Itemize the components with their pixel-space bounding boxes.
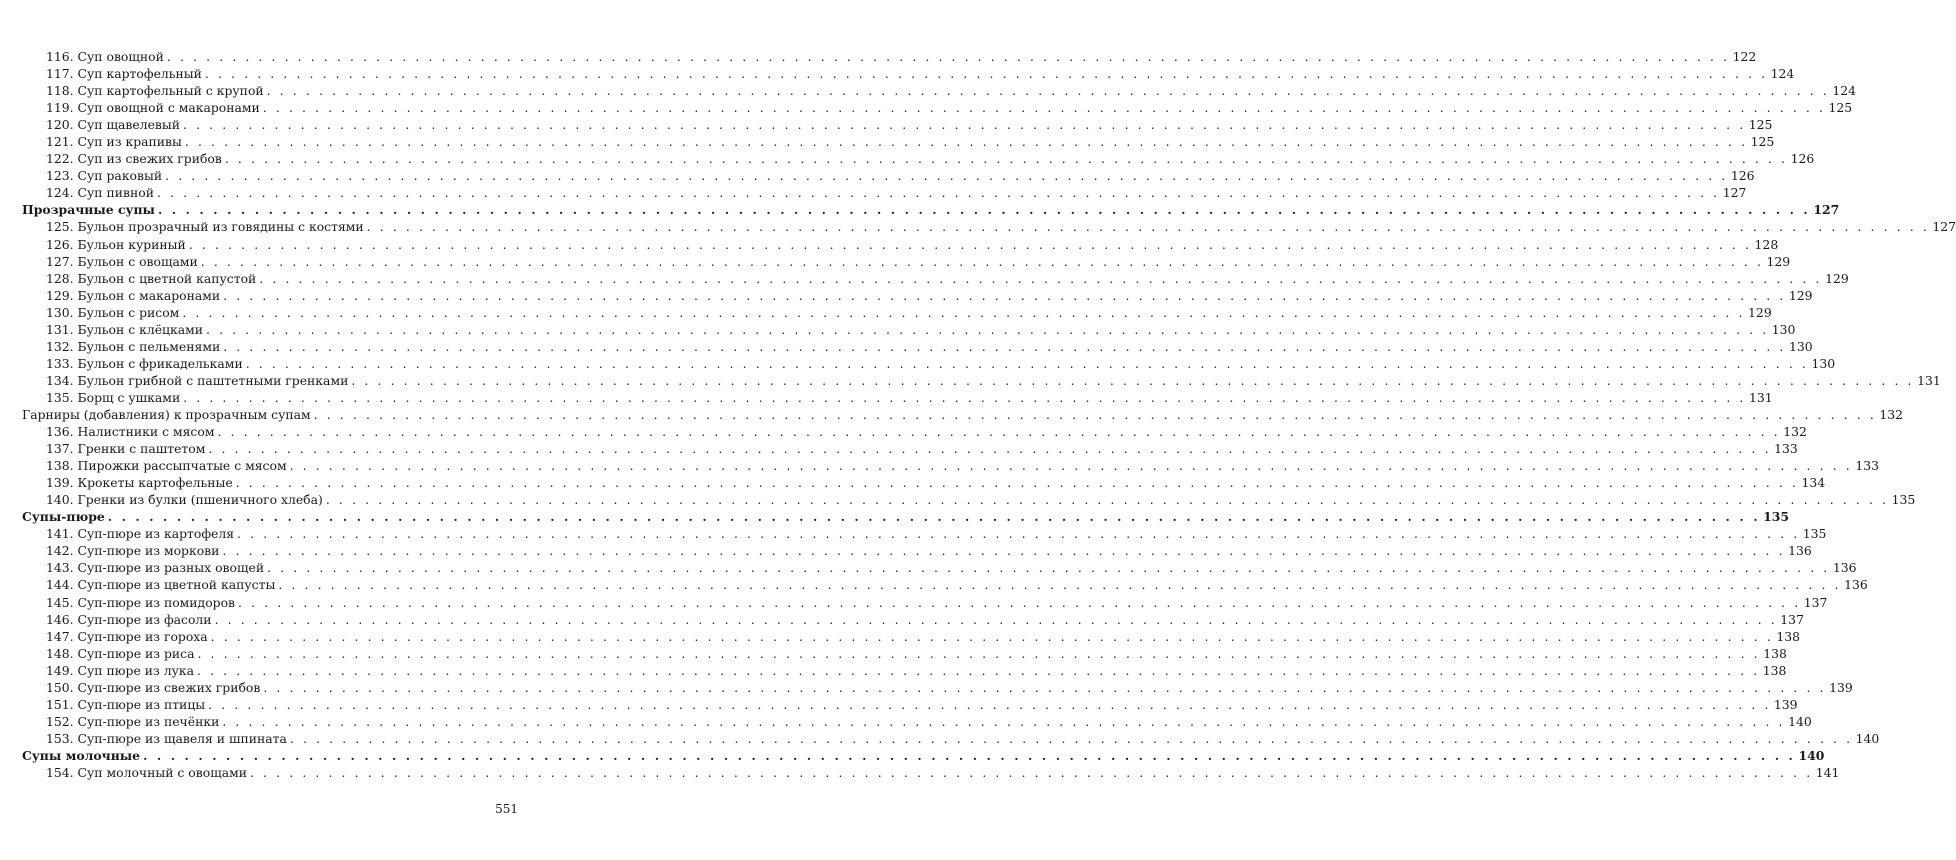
toc-entry-title: 139. Крокеты картофельные — [46, 475, 233, 491]
toc-entry-title: 132. Бульон с пельменями — [46, 338, 221, 354]
dot-leader: . . . . . . . . . . . . . . . . . . . . . . . . . . . . . . . . . . . . . . . . . . . . . . . . . . . . . . . . . . . . . . . . . . . . . . . . . . . . . . . . . . . . . . . . . . . . . . . . . . . . . . . . . . . . . . . . . . . . . . . . — [235, 475, 1799, 491]
toc-entry-page: 126 — [1790, 151, 1815, 167]
dot-leader: . . . . . . . . . . . . . . . . . . . . . . . . . . . . . . . . . . . . . . . . . . . . . . . . . . . . . . . . . . . . . . . . . . . . . . . . . . . . . . . . . . . . . . . . . . . . . . . . . . . . . . . . . . . . . . . . . . . . . . . . — [267, 560, 1830, 576]
toc-entry — [22, 457, 1879, 474]
dot-leader: . . . . . . . . . . . . . . . . . . . . . . . . . . . . . . . . . . . . . . . . . . . . . . . . . . . . . . . . . . . . . . . . . . . . . . . . . . . . . . . . . . . . . . . . . . . . . . . . . . . . . . . . . . . . . . . . . . . . . . . . — [217, 424, 1781, 440]
dot-leader: . . . . . . . . . . . . . . . . . . . . . . . . . . . . . . . . . . . . . . . . . . . . . . . . . . . . . . . . . . . . . . . . . . . . . . . . . . . . . . . . . . . . . . . . . . . . . . . . . . . . . . . . . . . . . . . . . . . . . . . . — [289, 730, 1853, 746]
toc-entry-title: Супы-пюре — [22, 509, 105, 525]
toc-entry-title: 147. Суп-пюре из гороха — [46, 628, 208, 644]
dot-leader: . . . . . . . . . . . . . . . . . . . . . . . . . . . . . . . . . . . . . . . . . . . . . . . . . . . . . . . . . . . . . . . . . . . . . . . . . . . . . . . . . . . . . . . . . . . . . . . . . . . . . . . . . . . . . . . . . . . . . . . . — [210, 628, 1774, 644]
dot-leader: . . . . . . . . . . . . . . . . . . . . . . . . . . . . . . . . . . . . . . . . . . . . . . . . . . . . . . . . . . . . . . . . . . . . . . . . . . . . . . . . . . . . . . . . . . . . . . . . . . . . . . . . . . . . . . . . . . . . . . . . — [313, 406, 1877, 422]
toc-entry — [22, 576, 1868, 593]
toc-entry-title: Гарниры (добавления) к прозрачным супам — [22, 406, 311, 422]
table-of-contents — [22, 48, 1956, 781]
toc-entry-title: 117. Суп картофельный — [46, 66, 202, 82]
toc-entry-title: 129. Бульон с макаронами — [46, 287, 221, 303]
toc-entry-title: 127. Бульон с овощами — [46, 253, 198, 269]
toc-entry-title: 118. Суп картофельный с крупой — [46, 83, 264, 99]
toc-entry-title: Супы молочные — [22, 747, 141, 763]
dot-leader: . . . . . . . . . . . . . . . . . . . . . . . . . . . . . . . . . . . . . . . . . . . . . . . . . . . . . . . . . . . . . . . . . . . . . . . . . . . . . . . . . . . . . . . . . . . . . . . . . . . . . . . . . . . . . . . . . . . . . . . . — [166, 49, 1730, 64]
toc-entry-page: 135 — [1802, 526, 1827, 542]
toc-entry — [22, 645, 1787, 662]
toc-entry-page: 124 — [1770, 66, 1795, 82]
toc-entry-title: 128. Бульон с цветной капустой — [46, 270, 257, 286]
toc-entry-page: 131 — [1917, 372, 1941, 388]
toc-entry — [22, 611, 1804, 628]
toc-entry-title: 148. Суп-пюре из риса — [46, 645, 195, 661]
toc-entry-page: 136 — [1832, 560, 1857, 576]
toc-entry-page: 132 — [1783, 424, 1807, 440]
toc-entry-page: 139 — [1773, 696, 1798, 712]
dot-leader: . . . . . . . . . . . . . . . . . . . . . . . . . . . . . . . . . . . . . . . . . . . . . . . . . . . . . . . . . . . . . . . . . . . . . . . . . . . . . . . . . . . . . . . . . . . . . . . . . . . . . . . . . . . . . . . . . . . . . . . . — [245, 355, 1809, 371]
toc-entry — [22, 559, 1857, 576]
dot-leader: . . . . . . . . . . . . . . . . . . . . . . . . . . . . . . . . . . . . . . . . . . . . . . . . . . . . . . . . . . . . . . . . . . . . . . . . . . . . . . . . . . . . . . . . . . . . . . . . . . . . . . . . . . . . . . . . . . . . . . . . — [262, 100, 1826, 116]
toc-entry-title: Прозрачные супы — [22, 202, 155, 218]
toc-entry-title: 154. Суп молочный с овощами — [46, 764, 248, 780]
toc-entry-page: 127 — [1722, 185, 1747, 201]
toc-section-heading — [22, 747, 1825, 764]
toc-entry-page: 125 — [1748, 117, 1773, 133]
toc-entry — [22, 167, 1755, 184]
toc-entry — [22, 184, 1747, 201]
dot-leader: . . . . . . . . . . . . . . . . . . . . . . . . . . . . . . . . . . . . . . . . . . . . . . . . . . . . . . . . . . . . . . . . . . . . . . . . . . . . . . . . . . . . . . . . . . . . . . . . . . . . . . . . . . . . . . . . . . . . . . . . — [250, 764, 1813, 780]
dot-leader: . . . . . . . . . . . . . . . . . . . . . . . . . . . . . . . . . . . . . . . . . . . . . . . . . . . . . . . . . . . . . . . . . . . . . . . . . . . . . . . . . . . . . . . . . . . . . . . . . . . . . . . . . . . . . . . . . . . . . . . . — [200, 253, 1764, 269]
toc-entry — [22, 304, 1772, 321]
toc-entry-title: 142. Суп-пюре из моркови — [46, 543, 220, 559]
dot-leader: . . . . . . . . . . . . . . . . . . . . . . . . . . . . . . . . . . . . . . . . . . . . . . . . . . . . . . . . . . . . . . . . . . . . . . . . . . . . . . . . . . . . . . . . . . . . . . . . . . . . . . . . . . . . . . . . . . . . . . . . — [289, 458, 1853, 474]
dot-leader: . . . . . . . . . . . . . . . . . . . . . . . . . . . . . . . . . . . . . . . . . . . . . . . . . . . . . . . . . . . . . . . . . . . . . . . . . . . . . . . . . . . . . . . . . . . . . . . . . . . . . . . . . . . . . . . . . . . . . . . . — [366, 219, 1930, 235]
dot-leader: . . . . . . . . . . . . . . . . . . . . . . . . . . . . . . . . . . . . . . . . . . . . . . . . . . . . . . . . . . . . . . . . . . . . . . . . . . . . . . . . . . . . . . . . . . . . . . . . . . . . . . . . . . . . . . . . . . . . . . . . — [237, 526, 1800, 542]
toc-entry-page: 138 — [1763, 645, 1787, 661]
toc-entry-page: 138 — [1762, 662, 1787, 678]
dot-leader: . . . . . . . . . . . . . . . . . . . . . . . . . . . . . . . . . . . . . . . . . . . . . . . . . . . . . . . . . . . . . . . . . . . . . . . . . . . . . . . . . . . . . . . . . . . . . . . . . . . . . . . . . . . . . . . . . . . . . . . . — [184, 134, 1748, 150]
dot-leader: . . . . . . . . . . . . . . . . . . . . . . . . . . . . . . . . . . . . . . . . . . . . . . . . . . . . . . . . . . . . . . . . . . . . . . . . . . . . . . . . . . . . . . . . . . . . . . . . . . . . . . . . . . . . . . . . . . . . . . . . — [222, 713, 1786, 729]
toc-section-heading — [22, 508, 1790, 525]
dot-leader: . . . . . . . . . . . . . . . . . . . . . . . . . . . . . . . . . . . . . . . . . . . . . . . . . . . . . . . . . . . . . . . . . . . . . . . . . . . . . . . . . . . . . . . . . . . . . . . . . . . . . . . . . . . . . . . . . . . . . . . . — [224, 151, 1788, 167]
toc-entry-title: 133. Бульон с фрикадельками — [46, 355, 243, 371]
toc-entry — [22, 525, 1827, 542]
toc-entry-title: 149. Суп пюре из лука — [46, 662, 194, 678]
toc-entry-title: 141. Суп-пюре из картофеля — [46, 526, 235, 542]
toc-entry — [22, 270, 1849, 287]
toc-entry — [22, 65, 1795, 82]
toc-entry-title: 146. Суп-пюре из фасоли — [46, 611, 212, 627]
toc-entry — [22, 253, 1791, 270]
dot-leader: . . . . . . . . . . . . . . . . . . . . . . . . . . . . . . . . . . . . . . . . . . . . . . . . . . . . . . . . . . . . . . . . . . . . . . . . . . . . . . . . . . . . . . . . . . . . . . . . . . . . . . . . . . . . . . . . . . . . . . . . — [214, 611, 1778, 627]
toc-entry-title: 144. Суп-пюре из цветной капусты — [46, 577, 276, 593]
dot-leader: . . . . . . . . . . . . . . . . . . . . . . . . . . . . . . . . . . . . . . . . . . . . . . . . . . . . . . . . . . . . . . . . . . . . . . . . . . . . . . . . . . . . . . . . . . . . . . . . . . . . . . . . . . . . . . . . . . . . . . . . — [183, 389, 1746, 405]
dot-leader: . . . . . . . . . . . . . . . . . . . . . . . . . . . . . . . . . . . . . . . . . . . . . . . . . . . . . . . . . . . . . . . . . . . . . . . . . . . . . . . . . . . . . . . . . . . . . . . . . . . . . . . . . . . . . . . . . . . . . . . . — [325, 492, 1889, 508]
toc-entry-title: 137. Гренки с паштетом — [46, 441, 206, 457]
dot-leader: . . . . . . . . . . . . . . . . . . . . . . . . . . . . . . . . . . . . . . . . . . . . . . . . . . . . . . . . . . . . . . . . . . . . . . . . . . . . . . . . . . . . . . . . . . . . . . . . . . . . . . . . . . . . . . . . . . . . . . . . — [188, 236, 1752, 252]
dot-leader: . . . . . . . . . . . . . . . . . . . . . . . . . . . . . . . . . . . . . . . . . . . . . . . . . . . . . . . . . . . . . . . . . . . . . . . . . . . . . . . . . . . . . . . . . . . . . . . . . . . . . . . . . . . . . . . . . . . . . . . . — [208, 441, 1772, 457]
toc-entry — [22, 491, 1916, 508]
toc-entry-page: 127 — [1813, 202, 1840, 218]
toc-entry — [22, 355, 1836, 372]
toc-entry-title: 140. Гренки из булки (пшеничного хлеба) — [46, 492, 323, 508]
dot-leader: . . . . . . . . . . . . . . . . . . . . . . . . . . . . . . . . . . . . . . . . . . . . . . . . . . . . . . . . . . . . . . . . . . . . . . . . . . . . . . . . . . . . . . . . . . . . . . . . . . . . . . . . . . . . . . . . . . . . . . . . — [263, 679, 1827, 695]
toc-entry — [22, 406, 1904, 423]
toc-entry-title: 138. Пирожки рассыпчатые с мясом — [46, 458, 287, 474]
toc-entry-page: 131 — [1748, 389, 1773, 405]
toc-entry — [22, 82, 1857, 99]
dot-leader: . . . . . . . . . . . . . . . . . . . . . . . . . . . . . . . . . . . . . . . . . . . . . . . . . . . . . . . . . . . . . . . . . . . . . . . . . . . . . . . . . . . . . . . . . . . . . . . . . . . . . . . . . . . . . . . . . . . . . . . . — [183, 117, 1746, 133]
toc-entry-page: 130 — [1771, 321, 1796, 337]
toc-entry-title: 135. Борщ с ушками — [46, 389, 181, 405]
dot-leader: . . . . . . . . . . . . . . . . . . . . . . . . . . . . . . . . . . . . . . . . . . . . . . . . . . . . . . . . . . . . . . . . . . . . . . . . . . . . . . . . . . . . . . . . . . . . . . . . . . . . . . . . . . . . . . . . . . . . . . . . — [204, 66, 1768, 82]
dot-leader: . . . . . . . . . . . . . . . . . . . . . . . . . . . . . . . . . . . . . . . . . . . . . . . . . . . . . . . . . . . . . . . . . . . . . . . . . . . . . . . . . . . . . . . . . . . . . . . . . . . . . . . . . . . . . . . . . . . . . . . . — [238, 594, 1801, 610]
toc-entry-page: 135 — [1891, 492, 1916, 508]
toc-entry-title: 125. Бульон прозрачный из говядины с костями — [46, 219, 364, 235]
toc-entry-page: 129 — [1748, 304, 1772, 320]
toc-entry-page: 122 — [1732, 49, 1757, 64]
toc-entry — [22, 133, 1775, 150]
toc-entry-page: 134 — [1801, 475, 1826, 491]
dot-leader: . . . . . . . . . . . . . . . . . . . . . . . . . . . . . . . . . . . . . . . . . . . . . . . . . . . . . . . . . . . . . . . . . . . . . . . . . . . . . . . . . . . . . . . . . . . . . . . . . . . . . . . . . . . . . . . . . . . . . . . . — [222, 543, 1786, 559]
toc-entry-page: 129 — [1788, 287, 1813, 303]
dot-leader: . . . . . . . . . . . . . . . . . . . . . . . . . . . . . . . . . . . . . . . . . . . . . . . . . . . . . . . . . . . . . . . . . . . . . . . . . . . . . . . . . . . . . . . . . . . . . . . . . . . . . . . . . . . . . . . . . . . . . . . . — [223, 287, 1786, 303]
toc-section-heading — [22, 201, 1840, 218]
dot-leader: . . . . . . . . . . . . . . . . . . . . . . . . . . . . . . . . . . . . . . . . . . . . . . . . . . . . . . . . . . . . . . . . . . . . . . . . . . . . . . . . . . . . . . . . . . . . . . . . . . . . . . . . . . . . . . . . . . . . . . . . — [259, 270, 1823, 286]
toc-entry-title: 151. Суп-пюре из птицы — [46, 696, 206, 712]
dot-leader: . . . . . . . . . . . . . . . . . . . . . . . . . . . . . . . . . . . . . . . . . . . . . . . . . . . . . . . . . . . . . . . . . . . . . . . . . . . . . . . . . . . . . . . . . . . . . . . . . . . . . . . . . . . . . . . . . . . . . . . . — [197, 645, 1761, 661]
toc-entry-page: 140 — [1855, 730, 1880, 746]
toc-entry-page: 140 — [1788, 713, 1812, 729]
toc-entry-title: 153. Суп-пюре из щавеля и шпината — [46, 730, 287, 746]
toc-entry — [22, 287, 1813, 304]
dot-leader: . . . . . . . . . . . . . . . . . . . . . . . . . . . . . . . . . . . . . . . . . . . . . . . . . . . . . . . . . . . . . . . . . . . . . . . . . . . . . . . . . . . . . . . . . . . . . . . . . . . . . . . . . . . . . . . . . . . . . . . . — [208, 696, 1771, 712]
toc-entry — [22, 150, 1815, 167]
toc-entry-title: 130. Бульон с рисом — [46, 304, 180, 320]
toc-entry-page: 136 — [1844, 577, 1868, 593]
toc-entry — [22, 321, 1796, 338]
toc-entry — [22, 372, 1941, 389]
toc-entry-title: 123. Суп раковый — [46, 168, 163, 184]
toc-entry-page: 130 — [1811, 355, 1836, 371]
toc-entry — [22, 236, 1779, 253]
toc-entry-title: 145. Суп-пюре из помидоров — [46, 594, 236, 610]
dot-leader: . . . . . . . . . . . . . . . . . . . . . . . . . . . . . . . . . . . . . . . . . . . . . . . . . . . . . . . . . . . . . . . . . . . . . . . . . . . . . . . . . . . . . . . . . . . . . . . . . . . . . . . . . . . . . . . . . . . . . . . . — [266, 83, 1830, 99]
dot-leader: . . . . . . . . . . . . . . . . . . . . . . . . . . . . . . . . . . . . . . . . . . . . . . . . . . . . . . . . . . . . . . . . . . . . . . . . . . . . . . . . . . . . . . . . . . . . . . . . . . . . . . . . . . . . . . . . . . . . . . . . — [278, 577, 1842, 593]
toc-entry-title: 143. Суп-пюре из разных овощей — [46, 560, 265, 576]
toc-entry-title: 134. Бульон грибной с паштетными гренками — [46, 372, 349, 388]
toc-entry-page: 129 — [1766, 253, 1791, 269]
toc-entry-page: 135 — [1763, 509, 1790, 525]
toc-entry-page: 126 — [1730, 168, 1755, 184]
toc-entry-page: 133 — [1855, 458, 1879, 474]
toc-entry-title: 136. Налистники с мясом — [46, 424, 215, 440]
toc-entry — [22, 389, 1773, 406]
toc-entry — [22, 730, 1880, 747]
toc-entry — [22, 474, 1826, 491]
toc-entry — [22, 628, 1801, 645]
toc-entry — [22, 542, 1812, 559]
toc-entry-title: 150. Суп-пюре из свежих грибов — [46, 679, 261, 695]
toc-entry-page: 140 — [1798, 747, 1825, 763]
toc-entry-title: 131. Бульон с клёцками — [46, 321, 204, 337]
toc-entry-title: 124. Суп пивной — [46, 185, 154, 201]
dot-leader: . . . . . . . . . . . . . . . . . . . . . . . . . . . . . . . . . . . . . . . . . . . . . . . . . . . . . . . . . . . . . . . . . . . . . . . . . . . . . . . . . . . . . . . . . . . . . . . . . . . . . . . . . . . . . . . . . . . . . . . . — [107, 509, 1761, 525]
toc-entry-title: 116. Суп овощной — [46, 49, 164, 64]
toc-entry — [22, 423, 1807, 440]
toc-entry — [22, 48, 1757, 65]
toc-entry — [22, 440, 1798, 457]
toc-entry — [22, 764, 1840, 781]
toc-entry-page: 138 — [1776, 628, 1801, 644]
toc-entry — [22, 338, 1813, 355]
toc-entry — [22, 713, 1812, 730]
page-number: 551 — [495, 802, 518, 816]
toc-entry-title: 126. Бульон куриный — [46, 236, 186, 252]
toc-entry — [22, 218, 1956, 235]
toc-entry-page: 125 — [1750, 134, 1775, 150]
toc-entry — [22, 679, 1853, 696]
toc-entry-title: 121. Суп из крапивы — [46, 134, 182, 150]
toc-entry — [22, 594, 1828, 611]
toc-entry-page: 137 — [1780, 611, 1804, 627]
toc-entry-page: 136 — [1788, 543, 1812, 559]
toc-entry-page: 128 — [1754, 236, 1779, 252]
toc-entry — [22, 696, 1798, 713]
dot-leader: . . . . . . . . . . . . . . . . . . . . . . . . . . . . . . . . . . . . . . . . . . . . . . . . . . . . . . . . . . . . . . . . . . . . . . . . . . . . . . . . . . . . . . . . . . . . . . . . . . . . . . . . . . . . . . . . . . . . . . . . — [197, 662, 1760, 678]
dot-leader: . . . . . . . . . . . . . . . . . . . . . . . . . . . . . . . . . . . . . . . . . . . . . . . . . . . . . . . . . . . . . . . . . . . . . . . . . . . . . . . . . . . . . . . . . . . . . . . . . . . . . . . . . . . . . . . . . . . . . . . . — [223, 338, 1786, 354]
toc-entry-page: 141 — [1815, 764, 1840, 780]
toc-entry — [22, 116, 1773, 133]
toc-entry-page: 133 — [1774, 441, 1798, 457]
toc-entry — [22, 99, 1853, 116]
dot-leader: . . . . . . . . . . . . . . . . . . . . . . . . . . . . . . . . . . . . . . . . . . . . . . . . . . . . . . . . . . . . . . . . . . . . . . . . . . . . . . . . . . . . . . . . . . . . . . . . . . . . . . . . . . . . . . . . . . . . . . . . — [156, 185, 1720, 201]
toc-entry-page: 129 — [1825, 270, 1849, 286]
toc-entry-title: 122. Суп из свежих грибов — [46, 151, 222, 167]
dot-leader: . . . . . . . . . . . . . . . . . . . . . . . . . . . . . . . . . . . . . . . . . . . . . . . . . . . . . . . . . . . . . . . . . . . . . . . . . . . . . . . . . . . . . . . . . . . . . . . . . . . . . . . . . . . . . . . . . . . . . . . . — [143, 747, 1796, 763]
toc-entry-page: 127 — [1932, 219, 1956, 235]
toc-entry-page: 137 — [1803, 594, 1828, 610]
dot-leader: . . . . . . . . . . . . . . . . . . . . . . . . . . . . . . . . . . . . . . . . . . . . . . . . . . . . . . . . . . . . . . . . . . . . . . . . . . . . . . . . . . . . . . . . . . . . . . . . . . . . . . . . . . . . . . . . . . . . . . . . — [182, 304, 1746, 320]
toc-entry-page: 124 — [1832, 83, 1857, 99]
toc-entry-page: 130 — [1788, 338, 1813, 354]
toc-entry-title: 120. Суп щавелевый — [46, 117, 181, 133]
toc-entry — [22, 662, 1787, 679]
dot-leader: . . . . . . . . . . . . . . . . . . . . . . . . . . . . . . . . . . . . . . . . . . . . . . . . . . . . . . . . . . . . . . . . . . . . . . . . . . . . . . . . . . . . . . . . . . . . . . . . . . . . . . . . . . . . . . . . . . . . . . . . — [165, 168, 1728, 184]
toc-entry-page: 139 — [1829, 679, 1853, 695]
toc-entry-page: 132 — [1879, 406, 1904, 422]
dot-leader: . . . . . . . . . . . . . . . . . . . . . . . . . . . . . . . . . . . . . . . . . . . . . . . . . . . . . . . . . . . . . . . . . . . . . . . . . . . . . . . . . . . . . . . . . . . . . . . . . . . . . . . . . . . . . . . . . . . . . . . . — [206, 321, 1769, 337]
dot-leader: . . . . . . . . . . . . . . . . . . . . . . . . . . . . . . . . . . . . . . . . . . . . . . . . . . . . . . . . . . . . . . . . . . . . . . . . . . . . . . . . . . . . . . . . . . . . . . . . . . . . . . . . . . . . . . . . . . . . . . . . — [351, 372, 1915, 388]
toc-entry-page: 125 — [1828, 100, 1853, 116]
dot-leader: . . . . . . . . . . . . . . . . . . . . . . . . . . . . . . . . . . . . . . . . . . . . . . . . . . . . . . . . . . . . . . . . . . . . . . . . . . . . . . . . . . . . . . . . . . . . . . . . . . . . . . . . . . . . . . . . . . . . . . . . — [157, 202, 1811, 218]
toc-entry-title: 119. Суп овощной с макаронами — [46, 100, 260, 116]
toc-entry-title: 152. Суп-пюре из печёнки — [46, 713, 220, 729]
